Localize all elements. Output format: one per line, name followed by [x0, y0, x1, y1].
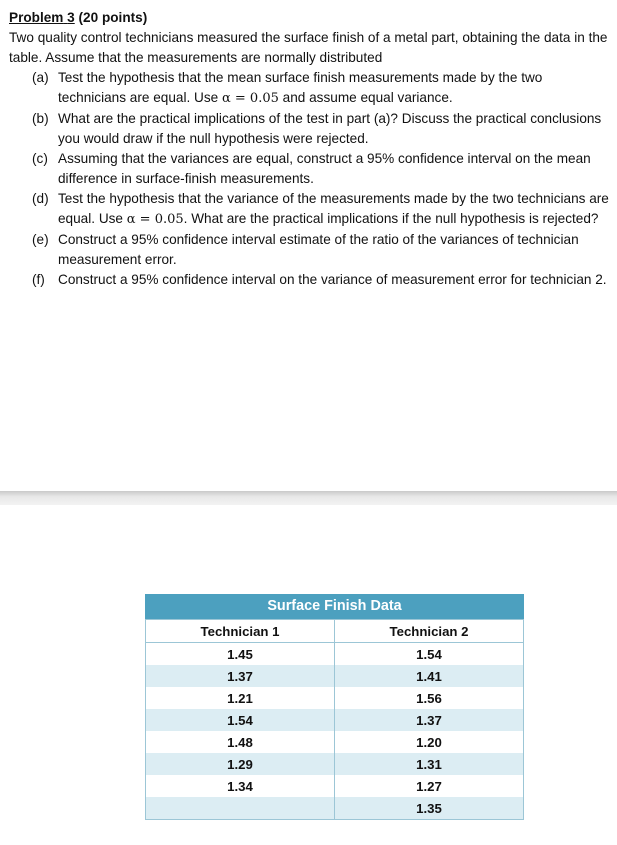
table-cell-technician-1: 1.37: [146, 665, 335, 687]
table-row: [146, 687, 524, 709]
table-cell-technician-2: 1.31: [335, 753, 524, 775]
table-row: [146, 709, 524, 731]
table-cell-technician-2: 1.37: [335, 709, 524, 731]
problem-part: [9, 189, 611, 230]
column-header-technician-2: Technician 2: [335, 620, 524, 643]
part-label: (f): [32, 272, 45, 287]
part-label: (e): [32, 232, 49, 247]
problem-label: Problem: [9, 10, 64, 25]
part-label: (d): [32, 191, 49, 206]
table-cell-technician-1: 1.21: [146, 687, 335, 709]
table-row: [146, 643, 524, 666]
problem-statement: [9, 8, 611, 290]
problem-part: [9, 109, 611, 149]
part-text: Construct a 95% confidence interval estimate of the ratio of the variances of technician measurement error.: [58, 232, 579, 267]
part-text: Test the hypothesis that the variance of the measurements made by the two technicians are equal. Use: [58, 191, 609, 226]
table-cell-technician-1: 1.29: [146, 753, 335, 775]
part-text: Assuming that the variances are equal, construct a 95% confidence interval on the mean difference in surface-finish measurements.: [58, 151, 591, 186]
problem-title: [9, 8, 611, 28]
table-cell-technician-2: 1.27: [335, 775, 524, 797]
table-caption: Surface Finish Data: [145, 594, 524, 619]
table-cell-technician-2: 1.41: [335, 665, 524, 687]
part-text: Construct a 95% confidence interval on the variance of measurement error for technician 2.: [58, 272, 607, 287]
table-row: [146, 731, 524, 753]
problem-part: [9, 68, 611, 109]
problem-part: [9, 270, 611, 290]
problem-intro: Two quality control technicians measured the surface finish of a metal part, obtaining the data in the table. Assume that the measurements are normally distributed: [9, 30, 608, 65]
part-text-continued: . What are the practical implications if the null hypothesis is rejected?: [183, 211, 599, 226]
table-cell-technician-2: 1.56: [335, 687, 524, 709]
part-math: α = 0.05: [221, 91, 279, 106]
table-cell-technician-1: 1.48: [146, 731, 335, 753]
problem-number: 3: [67, 10, 75, 25]
part-math: α = 0.05: [126, 212, 184, 227]
part-label: (a): [32, 70, 49, 85]
table-cell-technician-1: 1.34: [146, 775, 335, 797]
problem-points: (20 points): [78, 10, 148, 25]
surface-finish-table: [145, 594, 524, 820]
table-cell-technician-2: 1.54: [335, 643, 524, 666]
table-row: [146, 797, 524, 820]
part-label: (c): [32, 151, 48, 166]
section-divider: [0, 491, 617, 505]
problem-part: [9, 149, 611, 189]
table-cell-technician-1: 1.45: [146, 643, 335, 666]
problem-part: [9, 230, 611, 270]
table-cell-technician-2: 1.20: [335, 731, 524, 753]
table-row: [146, 775, 524, 797]
part-text: What are the practical implications of the test in part (a)? Discuss the practical conclusions you would draw if the null hypothesis were rejected.: [58, 111, 602, 146]
table-cell-technician-2: 1.35: [335, 797, 524, 820]
table-cell-technician-1: 1.54: [146, 709, 335, 731]
table-row: [146, 665, 524, 687]
table-cell-technician-1: [146, 797, 335, 820]
problem-parts-list: [9, 68, 611, 290]
part-label: (b): [32, 111, 49, 126]
part-text: Test the hypothesis that the mean surface finish measurements made by the two technicians are equal. Use: [58, 70, 543, 105]
column-header-technician-1: Technician 1: [146, 620, 335, 643]
part-text-continued: and assume equal variance.: [278, 90, 453, 105]
table-row: [146, 753, 524, 775]
